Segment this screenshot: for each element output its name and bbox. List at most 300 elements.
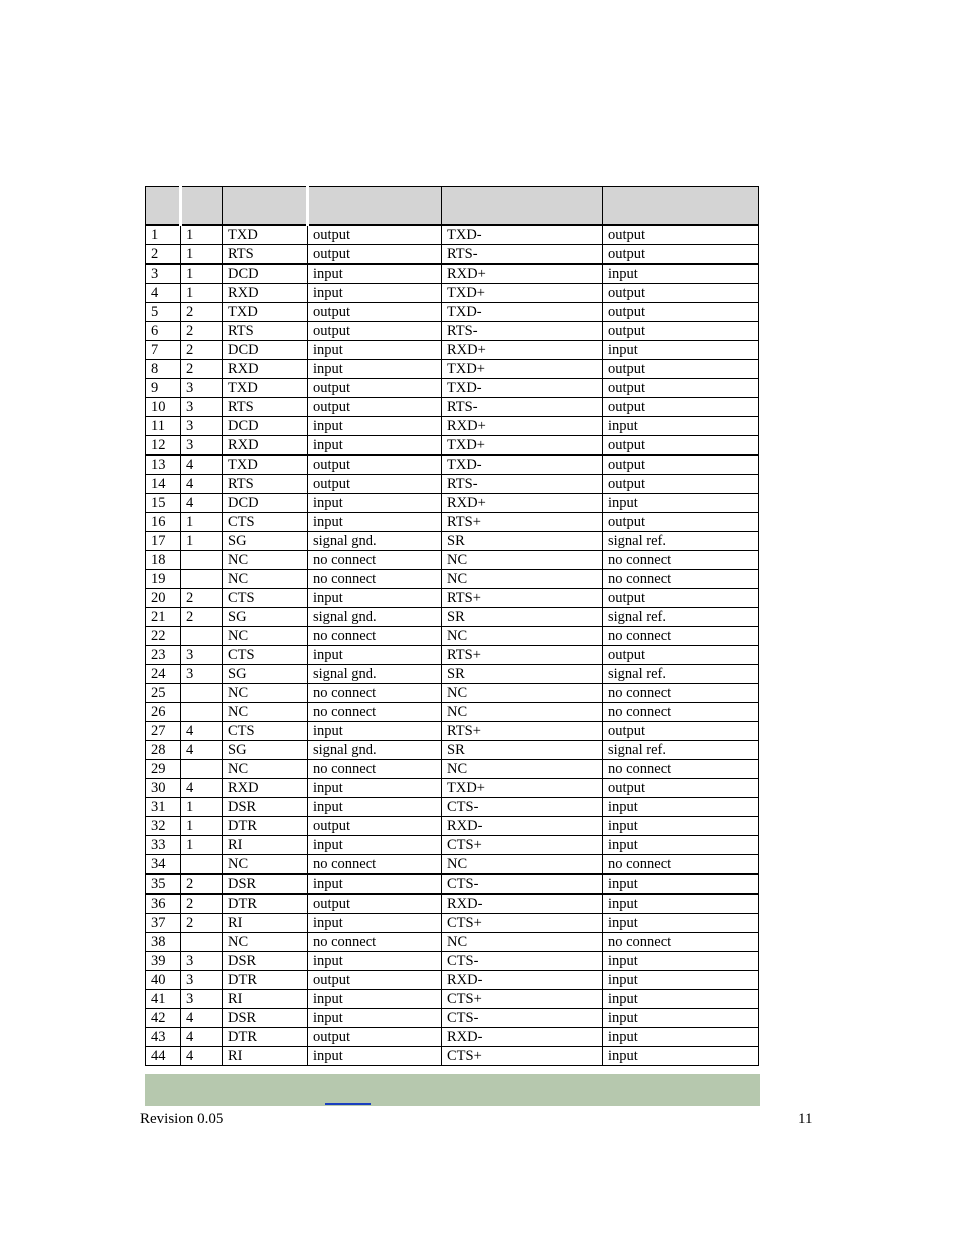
pin-cell: 20 xyxy=(146,589,181,608)
rs232-signal-cell: TXD xyxy=(223,303,308,322)
rs232-direction-cell: input xyxy=(308,494,442,513)
table-header-row xyxy=(146,187,759,226)
port-cell: 4 xyxy=(181,741,223,760)
rs232-signal-cell: DSR xyxy=(223,798,308,817)
table-row xyxy=(146,933,759,952)
rs422-direction-cell: no connect xyxy=(603,703,759,722)
port-cell: 3 xyxy=(181,971,223,990)
pin-cell: 35 xyxy=(146,874,181,894)
pin-cell: 43 xyxy=(146,1028,181,1047)
port-cell: 1 xyxy=(181,836,223,855)
rs422-direction-cell: output xyxy=(603,360,759,379)
rs422-signal-cell: RTS- xyxy=(442,475,603,494)
pin-cell: 40 xyxy=(146,971,181,990)
rs232-signal-cell: NC xyxy=(223,684,308,703)
footer-note-bar xyxy=(145,1074,760,1106)
pin-cell: 14 xyxy=(146,475,181,494)
rs422-signal-cell: NC xyxy=(442,570,603,589)
pin-cell: 28 xyxy=(146,741,181,760)
rs232-signal-cell: TXD xyxy=(223,379,308,398)
rs422-signal-cell: CTS- xyxy=(442,874,603,894)
header-cell-rs422-direction xyxy=(603,187,759,226)
rs232-direction-cell: input xyxy=(308,836,442,855)
pin-cell: 7 xyxy=(146,341,181,360)
rs232-signal-cell: RXD xyxy=(223,360,308,379)
table-row xyxy=(146,1028,759,1047)
rs232-direction-cell: input xyxy=(308,360,442,379)
pin-cell: 22 xyxy=(146,627,181,646)
table-row xyxy=(146,494,759,513)
table-row xyxy=(146,245,759,265)
rs232-direction-cell: input xyxy=(308,914,442,933)
rs232-signal-cell: NC xyxy=(223,570,308,589)
port-cell: 3 xyxy=(181,990,223,1009)
pin-cell: 12 xyxy=(146,436,181,456)
rs232-signal-cell: RI xyxy=(223,836,308,855)
rs232-direction-cell: output xyxy=(308,303,442,322)
rs232-direction-cell: no connect xyxy=(308,855,442,875)
rs232-direction-cell: output xyxy=(308,455,442,475)
table-row xyxy=(146,322,759,341)
table-row xyxy=(146,417,759,436)
rs422-direction-cell: no connect xyxy=(603,551,759,570)
pin-cell: 5 xyxy=(146,303,181,322)
table-row xyxy=(146,436,759,456)
pin-cell: 44 xyxy=(146,1047,181,1066)
rs422-signal-cell: RTS+ xyxy=(442,722,603,741)
pin-cell: 10 xyxy=(146,398,181,417)
rs422-signal-cell: RTS- xyxy=(442,398,603,417)
pin-cell: 2 xyxy=(146,245,181,265)
pinout-table xyxy=(145,186,759,1066)
table-row xyxy=(146,703,759,722)
table-row xyxy=(146,952,759,971)
pin-cell: 6 xyxy=(146,322,181,341)
table-row xyxy=(146,665,759,684)
rs232-signal-cell: SG xyxy=(223,741,308,760)
rs422-direction-cell: input xyxy=(603,1047,759,1066)
rs232-direction-cell: output xyxy=(308,379,442,398)
rs422-direction-cell: input xyxy=(603,817,759,836)
rs422-signal-cell: CTS+ xyxy=(442,914,603,933)
rs232-direction-cell: input xyxy=(308,589,442,608)
port-cell: 1 xyxy=(181,532,223,551)
rs422-direction-cell: output xyxy=(603,303,759,322)
rs232-signal-cell: CTS xyxy=(223,722,308,741)
header-cell-pin xyxy=(146,187,181,226)
rs232-signal-cell: DSR xyxy=(223,874,308,894)
rs422-signal-cell: NC xyxy=(442,703,603,722)
rs422-signal-cell: RXD- xyxy=(442,817,603,836)
table-row xyxy=(146,798,759,817)
rs422-signal-cell: RXD+ xyxy=(442,494,603,513)
rs422-signal-cell: NC xyxy=(442,855,603,875)
port-cell: 3 xyxy=(181,952,223,971)
pin-cell: 18 xyxy=(146,551,181,570)
port-cell: 2 xyxy=(181,360,223,379)
rs422-signal-cell: SR xyxy=(442,608,603,627)
rs422-signal-cell: CTS+ xyxy=(442,1047,603,1066)
port-cell: 4 xyxy=(181,779,223,798)
rs422-signal-cell: TXD- xyxy=(442,379,603,398)
rs422-signal-cell: RTS+ xyxy=(442,513,603,532)
rs232-signal-cell: RXD xyxy=(223,779,308,798)
rs232-signal-cell: SG xyxy=(223,532,308,551)
rs422-direction-cell: input xyxy=(603,952,759,971)
rs422-signal-cell: RTS- xyxy=(442,322,603,341)
pin-cell: 24 xyxy=(146,665,181,684)
rs422-direction-cell: output xyxy=(603,398,759,417)
rs232-signal-cell: CTS xyxy=(223,589,308,608)
pin-cell: 19 xyxy=(146,570,181,589)
pin-cell: 13 xyxy=(146,455,181,475)
table-row xyxy=(146,341,759,360)
rs232-direction-cell: input xyxy=(308,1009,442,1028)
rs422-direction-cell: input xyxy=(603,990,759,1009)
footer-link-underline[interactable] xyxy=(325,1103,371,1105)
rs422-direction-cell: signal ref. xyxy=(603,532,759,551)
rs422-direction-cell: input xyxy=(603,494,759,513)
pin-cell: 3 xyxy=(146,264,181,284)
rs422-signal-cell: CTS- xyxy=(442,798,603,817)
rs422-signal-cell: NC xyxy=(442,684,603,703)
rs232-signal-cell: SG xyxy=(223,608,308,627)
rs232-signal-cell: RXD xyxy=(223,436,308,456)
rs232-signal-cell: DCD xyxy=(223,417,308,436)
table-row xyxy=(146,722,759,741)
port-cell xyxy=(181,551,223,570)
rs232-signal-cell: NC xyxy=(223,760,308,779)
rs422-signal-cell: CTS- xyxy=(442,1009,603,1028)
port-cell: 4 xyxy=(181,494,223,513)
rs422-signal-cell: TXD+ xyxy=(442,360,603,379)
table-row xyxy=(146,398,759,417)
port-cell: 3 xyxy=(181,436,223,456)
rs232-signal-cell: TXD xyxy=(223,455,308,475)
table-row xyxy=(146,303,759,322)
table-row xyxy=(146,914,759,933)
rs422-direction-cell: input xyxy=(603,1028,759,1047)
port-cell: 1 xyxy=(181,225,223,245)
rs422-signal-cell: RXD- xyxy=(442,971,603,990)
rs232-direction-cell: output xyxy=(308,1028,442,1047)
rs422-direction-cell: signal ref. xyxy=(603,608,759,627)
rs422-direction-cell: signal ref. xyxy=(603,741,759,760)
header-cell-rs232-signal xyxy=(223,187,308,226)
pin-cell: 17 xyxy=(146,532,181,551)
pin-cell: 26 xyxy=(146,703,181,722)
rs232-direction-cell: input xyxy=(308,990,442,1009)
rs422-signal-cell: RTS- xyxy=(442,245,603,265)
rs422-signal-cell: TXD+ xyxy=(442,284,603,303)
rs232-direction-cell: output xyxy=(308,971,442,990)
rs232-direction-cell: input xyxy=(308,646,442,665)
port-cell: 2 xyxy=(181,894,223,914)
port-cell: 4 xyxy=(181,475,223,494)
rs232-signal-cell: RI xyxy=(223,1047,308,1066)
rs232-direction-cell: input xyxy=(308,798,442,817)
pin-cell: 8 xyxy=(146,360,181,379)
table-row xyxy=(146,608,759,627)
pin-cell: 21 xyxy=(146,608,181,627)
rs232-signal-cell: RI xyxy=(223,990,308,1009)
rs232-signal-cell: RI xyxy=(223,914,308,933)
table-row xyxy=(146,760,759,779)
port-cell: 4 xyxy=(181,1047,223,1066)
port-cell: 1 xyxy=(181,513,223,532)
rs422-signal-cell: TXD- xyxy=(442,225,603,245)
pin-cell: 42 xyxy=(146,1009,181,1028)
rs232-direction-cell: output xyxy=(308,475,442,494)
port-cell: 2 xyxy=(181,322,223,341)
rs422-direction-cell: output xyxy=(603,225,759,245)
rs232-direction-cell: input xyxy=(308,436,442,456)
port-cell: 1 xyxy=(181,245,223,265)
table-row xyxy=(146,646,759,665)
port-cell: 1 xyxy=(181,817,223,836)
table-row xyxy=(146,589,759,608)
rs422-direction-cell: no connect xyxy=(603,627,759,646)
table-row xyxy=(146,894,759,914)
rs232-signal-cell: DCD xyxy=(223,264,308,284)
pin-cell: 25 xyxy=(146,684,181,703)
rs232-direction-cell: input xyxy=(308,341,442,360)
rs422-signal-cell: RXD- xyxy=(442,894,603,914)
rs422-signal-cell: TXD- xyxy=(442,303,603,322)
rs232-direction-cell: signal gnd. xyxy=(308,741,442,760)
pin-cell: 29 xyxy=(146,760,181,779)
rs232-direction-cell: signal gnd. xyxy=(308,608,442,627)
pin-cell: 9 xyxy=(146,379,181,398)
port-cell xyxy=(181,855,223,875)
rs422-signal-cell: TXD+ xyxy=(442,779,603,798)
rs232-signal-cell: SG xyxy=(223,665,308,684)
table-row xyxy=(146,855,759,875)
rs422-signal-cell: SR xyxy=(442,665,603,684)
rs422-signal-cell: RXD+ xyxy=(442,417,603,436)
rs422-signal-cell: NC xyxy=(442,551,603,570)
pin-cell: 15 xyxy=(146,494,181,513)
rs232-signal-cell: DSR xyxy=(223,952,308,971)
port-cell: 3 xyxy=(181,646,223,665)
rs422-direction-cell: input xyxy=(603,417,759,436)
rs422-direction-cell: output xyxy=(603,379,759,398)
rs232-signal-cell: RTS xyxy=(223,398,308,417)
pin-cell: 36 xyxy=(146,894,181,914)
table-row xyxy=(146,264,759,284)
port-cell xyxy=(181,760,223,779)
table-row xyxy=(146,684,759,703)
rs422-signal-cell: RTS+ xyxy=(442,646,603,665)
pin-cell: 23 xyxy=(146,646,181,665)
rs422-signal-cell: SR xyxy=(442,741,603,760)
rs232-signal-cell: NC xyxy=(223,627,308,646)
rs232-direction-cell: output xyxy=(308,245,442,265)
rs232-signal-cell: RTS xyxy=(223,245,308,265)
rs232-signal-cell: CTS xyxy=(223,646,308,665)
rs422-signal-cell: TXD- xyxy=(442,455,603,475)
rs422-signal-cell: RTS+ xyxy=(442,589,603,608)
port-cell: 2 xyxy=(181,341,223,360)
rs232-direction-cell: no connect xyxy=(308,627,442,646)
port-cell: 4 xyxy=(181,1009,223,1028)
table-row xyxy=(146,284,759,303)
pin-cell: 34 xyxy=(146,855,181,875)
port-cell: 2 xyxy=(181,874,223,894)
table-body xyxy=(146,225,759,1066)
table-row xyxy=(146,532,759,551)
table-row xyxy=(146,741,759,760)
table-row xyxy=(146,874,759,894)
rs422-signal-cell: NC xyxy=(442,627,603,646)
rs232-direction-cell: output xyxy=(308,322,442,341)
header-cell-port xyxy=(181,187,223,226)
table-row xyxy=(146,379,759,398)
rs422-direction-cell: no connect xyxy=(603,855,759,875)
port-cell: 2 xyxy=(181,608,223,627)
table-row xyxy=(146,513,759,532)
pin-cell: 39 xyxy=(146,952,181,971)
table-row xyxy=(146,551,759,570)
table-row xyxy=(146,990,759,1009)
rs422-direction-cell: output xyxy=(603,436,759,456)
pin-cell: 16 xyxy=(146,513,181,532)
rs232-direction-cell: output xyxy=(308,398,442,417)
rs422-direction-cell: output xyxy=(603,513,759,532)
rs422-direction-cell: no connect xyxy=(603,760,759,779)
pin-cell: 31 xyxy=(146,798,181,817)
rs422-signal-cell: CTS+ xyxy=(442,836,603,855)
rs422-direction-cell: input xyxy=(603,874,759,894)
rs232-signal-cell: DCD xyxy=(223,494,308,513)
port-cell xyxy=(181,570,223,589)
rs232-signal-cell: NC xyxy=(223,933,308,952)
port-cell: 1 xyxy=(181,798,223,817)
table-row xyxy=(146,817,759,836)
rs232-signal-cell: NC xyxy=(223,855,308,875)
rs422-signal-cell: SR xyxy=(442,532,603,551)
table-row xyxy=(146,627,759,646)
port-cell: 2 xyxy=(181,589,223,608)
table-row xyxy=(146,475,759,494)
header-cell-rs232-direction xyxy=(308,187,442,226)
page-number: 11 xyxy=(798,1111,813,1127)
rs422-direction-cell: input xyxy=(603,836,759,855)
rs232-direction-cell: input xyxy=(308,513,442,532)
rs422-direction-cell: input xyxy=(603,914,759,933)
port-cell: 2 xyxy=(181,303,223,322)
rs232-direction-cell: no connect xyxy=(308,551,442,570)
table-row xyxy=(146,570,759,589)
rs232-signal-cell: RTS xyxy=(223,322,308,341)
rs422-direction-cell: input xyxy=(603,264,759,284)
port-cell: 3 xyxy=(181,398,223,417)
port-cell: 1 xyxy=(181,264,223,284)
rs422-direction-cell: input xyxy=(603,1009,759,1028)
rs422-signal-cell: RXD+ xyxy=(442,264,603,284)
rs232-signal-cell: NC xyxy=(223,703,308,722)
pin-cell: 30 xyxy=(146,779,181,798)
port-cell: 3 xyxy=(181,665,223,684)
rs232-direction-cell: input xyxy=(308,874,442,894)
rs232-direction-cell: input xyxy=(308,264,442,284)
rs422-direction-cell: output xyxy=(603,475,759,494)
pin-cell: 27 xyxy=(146,722,181,741)
rs232-signal-cell: DSR xyxy=(223,1009,308,1028)
port-cell: 1 xyxy=(181,284,223,303)
table-row xyxy=(146,971,759,990)
rs232-direction-cell: input xyxy=(308,952,442,971)
rs422-direction-cell: output xyxy=(603,589,759,608)
rs232-signal-cell: RTS xyxy=(223,475,308,494)
rs232-signal-cell: NC xyxy=(223,551,308,570)
pin-cell: 33 xyxy=(146,836,181,855)
rs232-direction-cell: no connect xyxy=(308,570,442,589)
rs422-direction-cell: output xyxy=(603,455,759,475)
rs232-direction-cell: no connect xyxy=(308,933,442,952)
table-row xyxy=(146,360,759,379)
rs422-direction-cell: no connect xyxy=(603,570,759,589)
rs422-direction-cell: input xyxy=(603,341,759,360)
pin-cell: 37 xyxy=(146,914,181,933)
pin-cell: 11 xyxy=(146,417,181,436)
port-cell: 4 xyxy=(181,722,223,741)
rs232-direction-cell: input xyxy=(308,417,442,436)
table-row xyxy=(146,1047,759,1066)
port-cell xyxy=(181,684,223,703)
rs232-signal-cell: DCD xyxy=(223,341,308,360)
rs232-direction-cell: output xyxy=(308,225,442,245)
rs232-signal-cell: DTR xyxy=(223,817,308,836)
rs232-direction-cell: no connect xyxy=(308,684,442,703)
rs232-direction-cell: input xyxy=(308,1047,442,1066)
rs232-direction-cell: signal gnd. xyxy=(308,665,442,684)
rs422-direction-cell: output xyxy=(603,245,759,265)
rs422-signal-cell: NC xyxy=(442,933,603,952)
rs422-signal-cell: TXD+ xyxy=(442,436,603,456)
rs422-direction-cell: input xyxy=(603,894,759,914)
rs422-direction-cell: output xyxy=(603,722,759,741)
rs422-signal-cell: RXD+ xyxy=(442,341,603,360)
table-row xyxy=(146,225,759,245)
rs232-direction-cell: no connect xyxy=(308,760,442,779)
rs232-direction-cell: input xyxy=(308,779,442,798)
rs232-direction-cell: no connect xyxy=(308,703,442,722)
table-row xyxy=(146,779,759,798)
port-cell: 4 xyxy=(181,455,223,475)
pin-cell: 4 xyxy=(146,284,181,303)
rs232-direction-cell: output xyxy=(308,817,442,836)
port-cell xyxy=(181,627,223,646)
pin-cell: 41 xyxy=(146,990,181,1009)
rs232-signal-cell: TXD xyxy=(223,225,308,245)
rs422-signal-cell: RXD- xyxy=(442,1028,603,1047)
rs422-direction-cell: output xyxy=(603,284,759,303)
rs232-direction-cell: signal gnd. xyxy=(308,532,442,551)
port-cell: 3 xyxy=(181,417,223,436)
rs422-signal-cell: CTS+ xyxy=(442,990,603,1009)
port-cell xyxy=(181,703,223,722)
rs422-direction-cell: no connect xyxy=(603,933,759,952)
rs232-direction-cell: input xyxy=(308,284,442,303)
table-row xyxy=(146,1009,759,1028)
table-row xyxy=(146,455,759,475)
rs422-signal-cell: CTS- xyxy=(442,952,603,971)
revision-label: Revision 0.05 xyxy=(140,1111,224,1127)
rs422-signal-cell: NC xyxy=(442,760,603,779)
rs232-direction-cell: output xyxy=(308,894,442,914)
port-cell: 2 xyxy=(181,914,223,933)
